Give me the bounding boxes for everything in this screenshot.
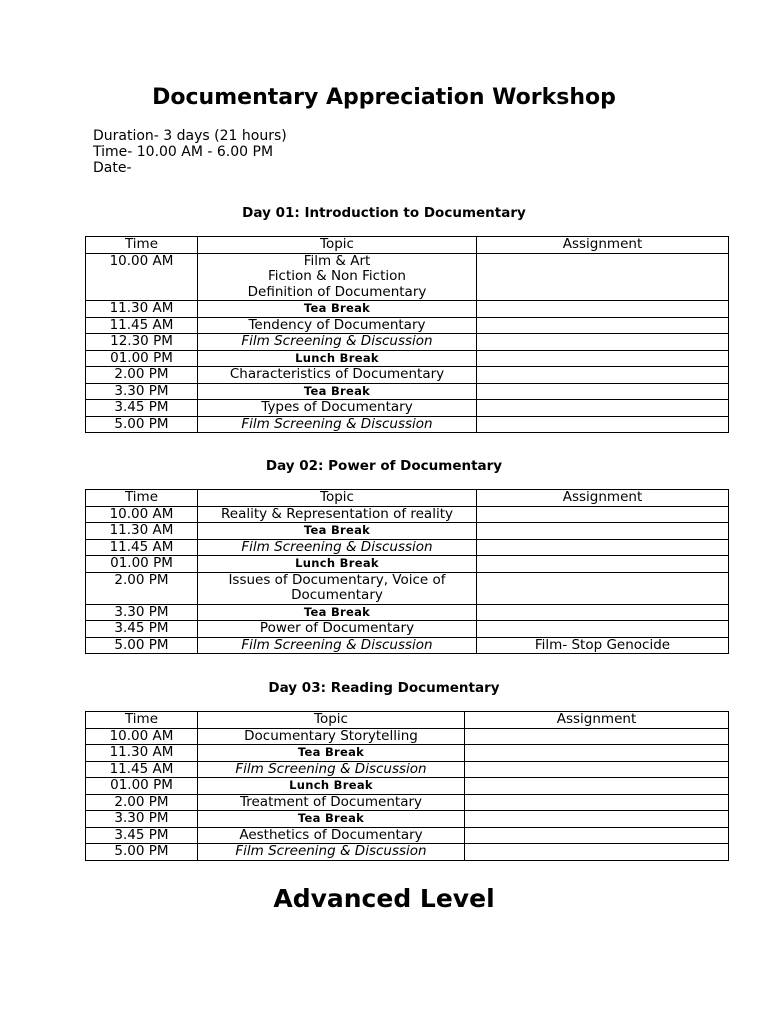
assignment-cell [465,844,729,861]
header-topic: Topic [198,237,477,254]
assignment-cell [477,604,729,621]
assignment-cell [477,400,729,417]
topic-cell [198,778,465,795]
assignment-cell [477,416,729,433]
schedule-row [86,334,729,351]
header-topic: Topic [198,712,465,729]
topic-line: Tea Break [303,301,371,315]
topic-cell [198,761,465,778]
assignment-cell [477,253,729,301]
topic-line: Tea Break [297,811,365,825]
topic-line: Film Screening & Discussion [241,636,433,653]
topic-cell [198,350,477,367]
assignment-cell [465,745,729,762]
topic-line: Film Screening & Discussion [241,333,433,349]
topic-cell [198,383,477,400]
schedule-row [86,745,729,762]
time-cell: 11.30 AM [86,301,198,318]
advanced-level-heading: Advanced Level [273,884,495,913]
topic-line: Characteristics of Documentary [229,366,445,382]
assignment-cell [465,728,729,745]
topic-line: Film Screening & Discussion [241,538,433,555]
topic-line: Reality & Representation of reality [221,505,453,522]
schedule-row [86,637,729,654]
topic-cell [198,794,465,811]
schedule-row [86,317,729,334]
assignment-cell [465,794,729,811]
topic-cell [198,367,477,384]
schedule-row [86,416,729,433]
topic-cell [198,844,465,861]
topic-line: Tea Break [303,523,371,537]
topic-cell [198,400,477,417]
topic-line: Tea Break [303,604,371,619]
topic-cell [198,317,477,334]
day-2-schedule-table [85,489,729,654]
day-3-schedule-table [85,711,729,861]
time-cell: 01.00 PM [86,556,198,573]
assignment-cell [477,317,729,334]
topic-cell [198,506,477,523]
day-3-heading: Day 03: Reading Documentary [268,680,500,696]
topic-line: Documentary [291,587,383,603]
time-cell: 3.30 PM [86,383,198,400]
schedule-row [86,621,729,638]
topic-cell [198,253,477,301]
schedule-row [86,350,729,367]
time-cell: 5.00 PM [86,637,198,654]
header-assignment: Assignment [465,712,729,729]
topic-line: Lunch Break [295,556,379,570]
duration-text: Duration- 3 days (21 hours) [93,128,287,144]
schedule-row [86,794,729,811]
topic-line: Tendency of Documentary [248,316,426,333]
schedule-row [86,604,729,621]
day-1-schedule-table [85,236,729,433]
schedule-row [86,761,729,778]
topic-line: Types of Documentary [261,399,413,415]
time-cell: 3.45 PM [86,827,198,844]
schedule-row [86,301,729,318]
topic-cell [198,416,477,433]
assignment-cell [477,301,729,318]
topic-cell [198,539,477,556]
topic-line: Lunch Break [295,350,379,365]
time-cell: 3.30 PM [86,811,198,828]
time-cell: 5.00 PM [86,416,198,433]
time-text: Time- 10.00 AM - 6.00 PM [93,144,274,160]
time-cell: 11.45 AM [86,317,198,334]
topic-cell [198,556,477,573]
table-header-row [86,237,729,254]
schedule-row [86,367,729,384]
schedule-row [86,778,729,795]
topic-line: Aesthetics of Documentary [239,826,423,843]
assignment-cell [465,778,729,795]
topic-line: Issues of Documentary, Voice of [228,571,446,588]
assignment-cell [477,523,729,540]
assignment-cell [477,621,729,638]
assignment-cell: Film- Stop Genocide [477,637,729,654]
topic-line: Film Screening & Discussion [235,843,427,859]
schedule-row [86,811,729,828]
time-cell: 10.00 AM [86,728,198,745]
assignment-cell [477,367,729,384]
time-cell: 2.00 PM [86,794,198,811]
time-cell: 2.00 PM [86,367,198,384]
schedule-row [86,728,729,745]
topic-cell [198,572,477,604]
assignment-cell [465,811,729,828]
topic-cell [198,334,477,351]
day-2-heading: Day 02: Power of Documentary [265,458,503,474]
header-time: Time [86,490,198,507]
topic-cell [198,637,477,654]
topic-cell [198,604,477,621]
topic-line: Lunch Break [289,778,373,792]
time-cell: 12.30 PM [86,334,198,351]
topic-cell [198,301,477,318]
header-assignment: Assignment [477,237,729,254]
topic-line: Power of Documentary [259,620,415,636]
schedule-row [86,572,729,604]
header-time: Time [86,237,198,254]
topic-line: Definition of Documentary [247,283,427,300]
header-topic: Topic [198,490,477,507]
time-cell: 10.00 AM [86,253,198,301]
schedule-row [86,523,729,540]
topic-cell [198,523,477,540]
topic-line: Fiction & Non Fiction [268,268,406,284]
schedule-row [86,506,729,523]
assignment-cell [465,827,729,844]
topic-cell [198,621,477,638]
topic-line: Tea Break [297,745,365,759]
time-cell: 2.00 PM [86,572,198,604]
day-1-heading: Day 01: Introduction to Documentary [242,205,526,221]
time-cell: 01.00 PM [86,350,198,367]
topic-line: Film & Art [303,252,371,269]
schedule-row [86,556,729,573]
schedule-row [86,539,729,556]
time-cell: 10.00 AM [86,506,198,523]
table-header-row [86,712,729,729]
topic-line: Film Screening & Discussion [241,415,433,432]
topic-cell [198,827,465,844]
assignment-cell [477,506,729,523]
page-title: Documentary Appreciation Workshop [152,85,616,110]
table-header-row [86,490,729,507]
workshop-meta [93,128,287,176]
topic-line: Treatment of Documentary [239,793,423,810]
schedule-row [86,400,729,417]
time-cell: 3.45 PM [86,621,198,638]
topic-cell [198,728,465,745]
assignment-cell [477,383,729,400]
time-cell: 11.30 AM [86,523,198,540]
topic-line: Documentary Storytelling [244,727,418,744]
header-assignment: Assignment [477,490,729,507]
time-cell: 5.00 PM [86,844,198,861]
time-cell: 01.00 PM [86,778,198,795]
time-cell: 11.45 AM [86,761,198,778]
schedule-row [86,253,729,301]
topic-cell [198,811,465,828]
time-cell: 3.30 PM [86,604,198,621]
time-cell: 11.45 AM [86,539,198,556]
assignment-cell [477,350,729,367]
topic-line: Tea Break [303,383,371,398]
assignment-cell [477,334,729,351]
date-text: Date- [93,160,132,176]
schedule-row [86,827,729,844]
assignment-cell [477,572,729,604]
schedule-row [86,844,729,861]
schedule-row [86,383,729,400]
topic-cell [198,745,465,762]
assignment-cell [477,556,729,573]
assignment-cell [477,539,729,556]
time-cell: 11.30 AM [86,745,198,762]
header-time: Time [86,712,198,729]
topic-line: Film Screening & Discussion [235,760,427,777]
time-cell: 3.45 PM [86,400,198,417]
assignment-cell [465,761,729,778]
